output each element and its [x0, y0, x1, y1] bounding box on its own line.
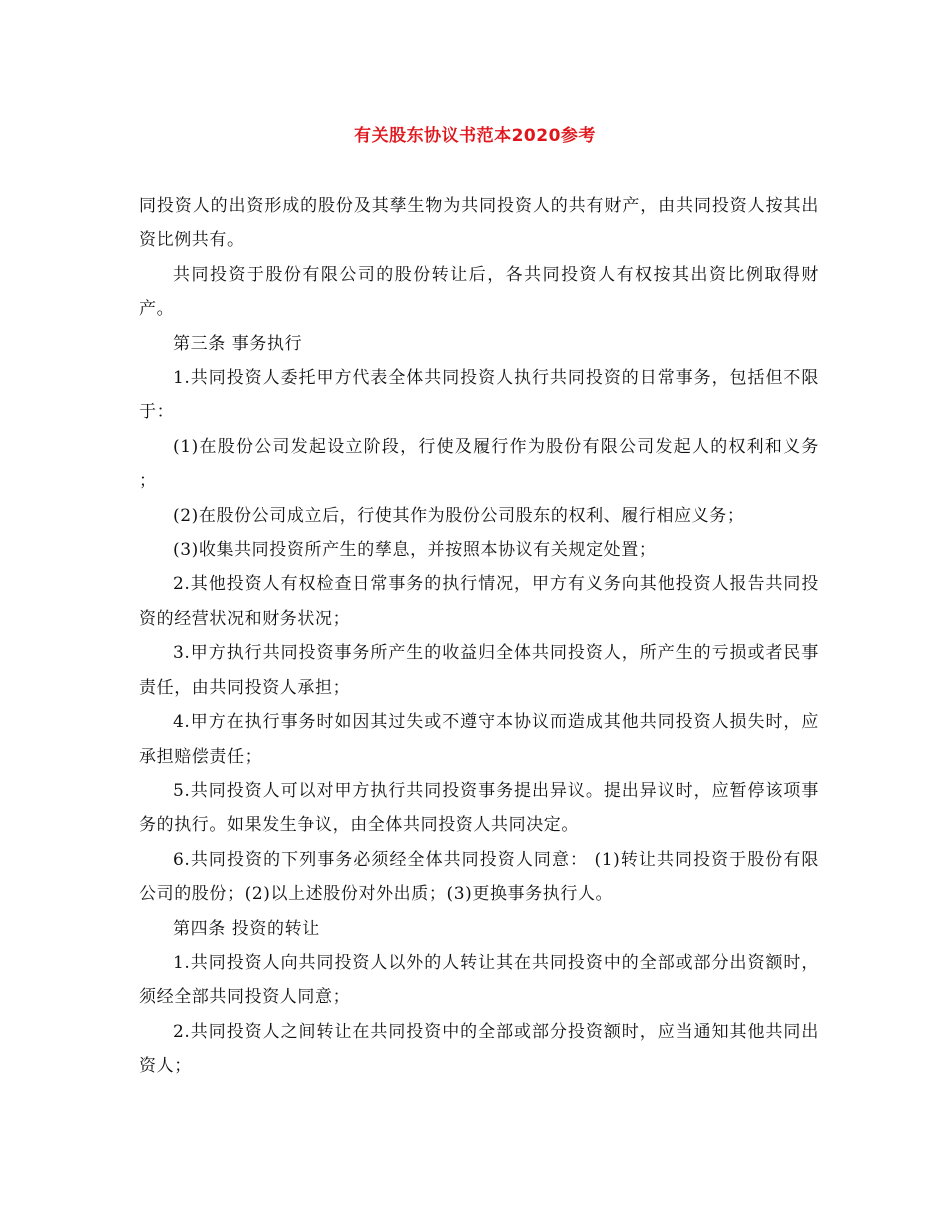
article-four-heading: 第四条 投资的转让	[173, 918, 320, 939]
document-body	[139, 189, 819, 1084]
clause-3-3: 3.甲方执行共同投资事务所产生的收益归全体共同投资人，所产生的亏损或者民事责任，由共同投资人承担；	[139, 643, 819, 698]
clause-3-1-item-2: (2)在股份公司成立后，行使其作为股份公司股东的权利、履行相应义务；	[173, 505, 745, 526]
clause-3-1: 1.共同投资人委托甲方代表全体共同投资人执行共同投资的日常事务，包括但不限于：	[139, 368, 819, 423]
clause-3-5: 5.共同投资人可以对甲方执行共同投资事务提出异议。提出异议时，应暂停该项事务的执行。如果发生争议，由全体共同投资人共同决定。	[139, 780, 819, 836]
clause-3-2: 2.其他投资人有权检查日常事务的执行情况，甲方有义务向其他投资人报告共同投资的经营状况和财务状况；	[139, 574, 819, 629]
clause-3-1-item-3: (3)收集共同投资所产生的孳息，并按照本协议有关规定处置；	[173, 540, 657, 561]
paragraph-share-transfer-proceeds: 共同投资于股份有限公司的股份转让后，各共同投资人有权按其出资比例取得财产。	[139, 264, 819, 320]
clause-3-1-item-1: (1)在股份公司发起设立阶段，行使及履行作为股份有限公司发起人的权利和义务 ；	[139, 436, 819, 492]
clause-4-1: 1.共同投资人向共同投资人以外的人转让其在共同投资中的全部或部分出资额时，须经全部共同投资人同意；	[139, 952, 819, 1008]
clause-3-6: 6.共同投资的下列事务必须经全体共同投资人同意： (1)转让共同投资于股份有限公司的股份；(2)以上述股份对外出质；(3)更换事务执行人。	[139, 849, 819, 905]
document-title: 有关股东协议书范本2020参考	[354, 126, 596, 146]
article-three-heading: 第三条 事务执行	[173, 333, 303, 354]
clause-4-2: 2.共同投资人之间转让在共同投资中的全部或部分投资额时，应当通知其他共同出资人；	[139, 1021, 819, 1077]
clause-3-4: 4.甲方在执行事务时如因其过失或不遵守本协议而造成其他共同投资人损失时，应承担赔偿责任；	[139, 712, 819, 767]
paragraph-shares-ownership: 同投资人的出资形成的股份及其孳生物为共同投资人的共有财产，由共同投资人按其出资比例共有。	[139, 196, 819, 251]
